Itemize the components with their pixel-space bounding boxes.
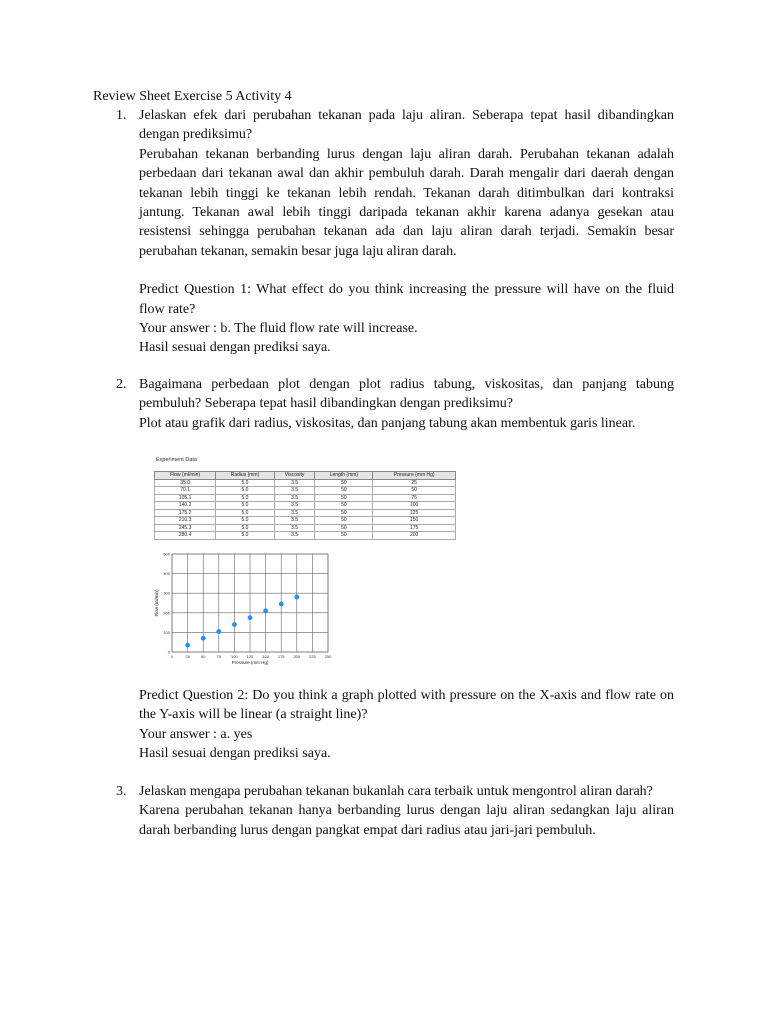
table-row	[155, 502, 456, 510]
x-tick-label: 225	[309, 654, 316, 659]
table-cell: 25	[373, 479, 456, 487]
table-row	[155, 509, 456, 517]
table-cell: 3.5	[274, 502, 315, 510]
table-header-cell: Pressure (mm Hg)	[373, 472, 456, 480]
table-row	[155, 479, 456, 487]
table-cell: 70.1	[155, 487, 216, 495]
table-cell: 140.2	[155, 502, 216, 510]
answer-text: Plot atau grafik dari radius, viskositas, dan panjang tabung akan membentuk garis linear.	[139, 415, 636, 431]
experiment-figure	[146, 455, 460, 673]
question-3	[93, 782, 674, 840]
your-answer: Your answer : b. The fluid flow rate will increase.	[139, 321, 418, 337]
table-cell: 125	[373, 509, 456, 517]
data-point	[294, 595, 299, 600]
question-number: 3.	[116, 784, 127, 799]
answer-text: Perubahan tekanan berbanding lurus dengan laju aliran darah. Perubahan tekanan adalah perbedaan dari tekanan awal dan akhir pembuluh darah. Darah mengalir dari daerah dengan tekanan lebih tinggi ke tekanan lebih rendah. Tekanan darah ditimbulkan dari kontraksi jantung. Tekanan awal lebih tinggi daripada tekanan akhir karena adanya gesekan atau resistensi sehingga perubahan tekanan ada dan laju aliran darah terjadi. Semakin besar perubahan tekanan, semakin besar juga laju aliran darah.	[139, 146, 674, 259]
table-cell: 105.1	[155, 494, 216, 502]
table-header-cell: Viscosity	[274, 472, 315, 480]
x-tick-label: 250	[324, 654, 332, 659]
x-tick-label: 175	[277, 654, 285, 659]
table-cell: 150	[373, 517, 456, 525]
table-row	[155, 487, 456, 495]
table-cell: 3.5	[274, 494, 315, 502]
predict-question: Predict Question 1: What effect do you think increasing the pressure will have on the fluid flow rate?	[139, 282, 674, 317]
table-cell: 5.0	[216, 479, 274, 487]
table-row	[155, 532, 456, 540]
data-point	[232, 622, 237, 627]
question-text: Bagaimana perbedaan plot dengan plot radius tabung, viskositas, dan panjang tabung pembuluh? Seberapa tepat hasil dibandingkan dengan prediksimu?	[139, 377, 674, 412]
y-axis-label: Flow (ml/min)	[154, 589, 159, 617]
x-tick-label: 50	[200, 654, 206, 659]
x-tick-label: 75	[216, 654, 222, 659]
table-cell: 50	[315, 524, 373, 532]
data-point	[185, 643, 190, 648]
table-cell: 5.0	[216, 524, 274, 532]
table-cell: 35.0	[155, 479, 216, 487]
x-tick-label: 100	[231, 654, 238, 659]
table-cell: 200	[373, 532, 456, 540]
result-text: Hasil sesuai dengan prediksi saya.	[139, 746, 331, 762]
table-header-cell: Length (mm)	[315, 472, 373, 480]
table-cell: 50	[315, 502, 373, 510]
data-point	[279, 602, 284, 607]
predict-question: Predict Question 2: Do you think a graph plotted with pressure on the X-axis and flow rate on the Y-axis will be linear (a straight line)?	[139, 688, 674, 723]
table-cell: 50	[373, 487, 456, 495]
y-tick-label: 400	[163, 571, 170, 577]
question-number: 2.	[116, 377, 127, 392]
table-cell: 5.0	[216, 509, 274, 517]
table-cell: 50	[315, 517, 373, 525]
table-cell: 3.5	[274, 532, 315, 540]
x-tick-label: 25	[185, 654, 190, 659]
x-tick-label: 200	[293, 654, 301, 659]
table-cell: 5.0	[216, 487, 274, 495]
y-tick-label: 100	[163, 629, 170, 635]
table-cell: 245.3	[155, 524, 216, 532]
table-cell: 50	[315, 509, 373, 517]
data-point	[263, 608, 268, 613]
flow-pressure-scatter-plot	[146, 550, 460, 670]
answer-text: Karena perubahan tekanan hanya berbanding lurus dengan laju aliran sedangkan laju aliran darah berbanding lurus dengan pangkat empat dari radius atau jari-jari pembuluh.	[139, 803, 674, 838]
table-cell: 280.4	[155, 532, 216, 540]
question-2	[93, 375, 674, 433]
table-cell: 210.3	[155, 517, 216, 525]
data-point	[201, 636, 206, 641]
table-header-cell: Flow (ml/min)	[155, 472, 216, 480]
table-row	[155, 524, 456, 532]
question-2-prediction	[93, 686, 674, 764]
data-point	[248, 615, 253, 620]
table-cell: 5.0	[216, 502, 274, 510]
table-cell: 50	[315, 494, 373, 502]
table-cell: 5.0	[216, 517, 274, 525]
question-text: Jelaskan efek dari perubahan tekanan pada laju aliran. Seberapa tepat hasil dibandingkan dengan prediksimu?	[139, 108, 674, 143]
table-cell: 5.0	[216, 532, 274, 540]
table-cell: 3.5	[274, 524, 315, 532]
table-cell: 3.5	[274, 517, 315, 525]
table-cell: 75	[373, 494, 456, 502]
x-axis-label: Pressure (mm Hg)	[231, 660, 269, 665]
table-row	[155, 494, 456, 502]
table-cell: 3.5	[274, 487, 315, 495]
experiment-table	[154, 471, 456, 540]
question-1	[93, 106, 674, 358]
question-text: Jelaskan mengapa perubahan tekanan bukanlah cara terbaik untuk mengontrol aliran darah?	[139, 784, 653, 799]
x-tick-label: 150	[262, 654, 269, 659]
table-cell: 50	[315, 487, 373, 495]
table-cell: 175	[373, 524, 456, 532]
experiment-caption: Experiment Data:	[156, 457, 199, 463]
table-cell: 50	[315, 532, 373, 540]
table-cell: 3.5	[274, 509, 315, 517]
x-tick-label: 0	[170, 654, 174, 659]
table-header-cell: Radius (mm)	[216, 472, 274, 480]
y-tick-label: 200	[163, 610, 170, 616]
table-cell: 175.2	[155, 509, 216, 517]
data-point	[216, 629, 221, 634]
result-text: Hasil sesuai dengan prediksi saya.	[139, 340, 331, 356]
table-cell: 3.5	[274, 479, 315, 487]
document-title: Review Sheet Exercise 5 Activity 4	[93, 89, 292, 104]
x-tick-label: 125	[246, 654, 254, 659]
y-tick-label: 0	[167, 649, 170, 655]
question-number: 1.	[116, 108, 127, 123]
y-tick-label: 300	[163, 590, 170, 596]
table-cell: 50	[315, 479, 373, 487]
table-cell: 100	[373, 502, 456, 510]
your-answer: Your answer : a. yes	[139, 726, 253, 742]
table-row	[155, 517, 456, 525]
y-tick-label: 500	[163, 551, 170, 557]
table-cell: 5.0	[216, 494, 274, 502]
